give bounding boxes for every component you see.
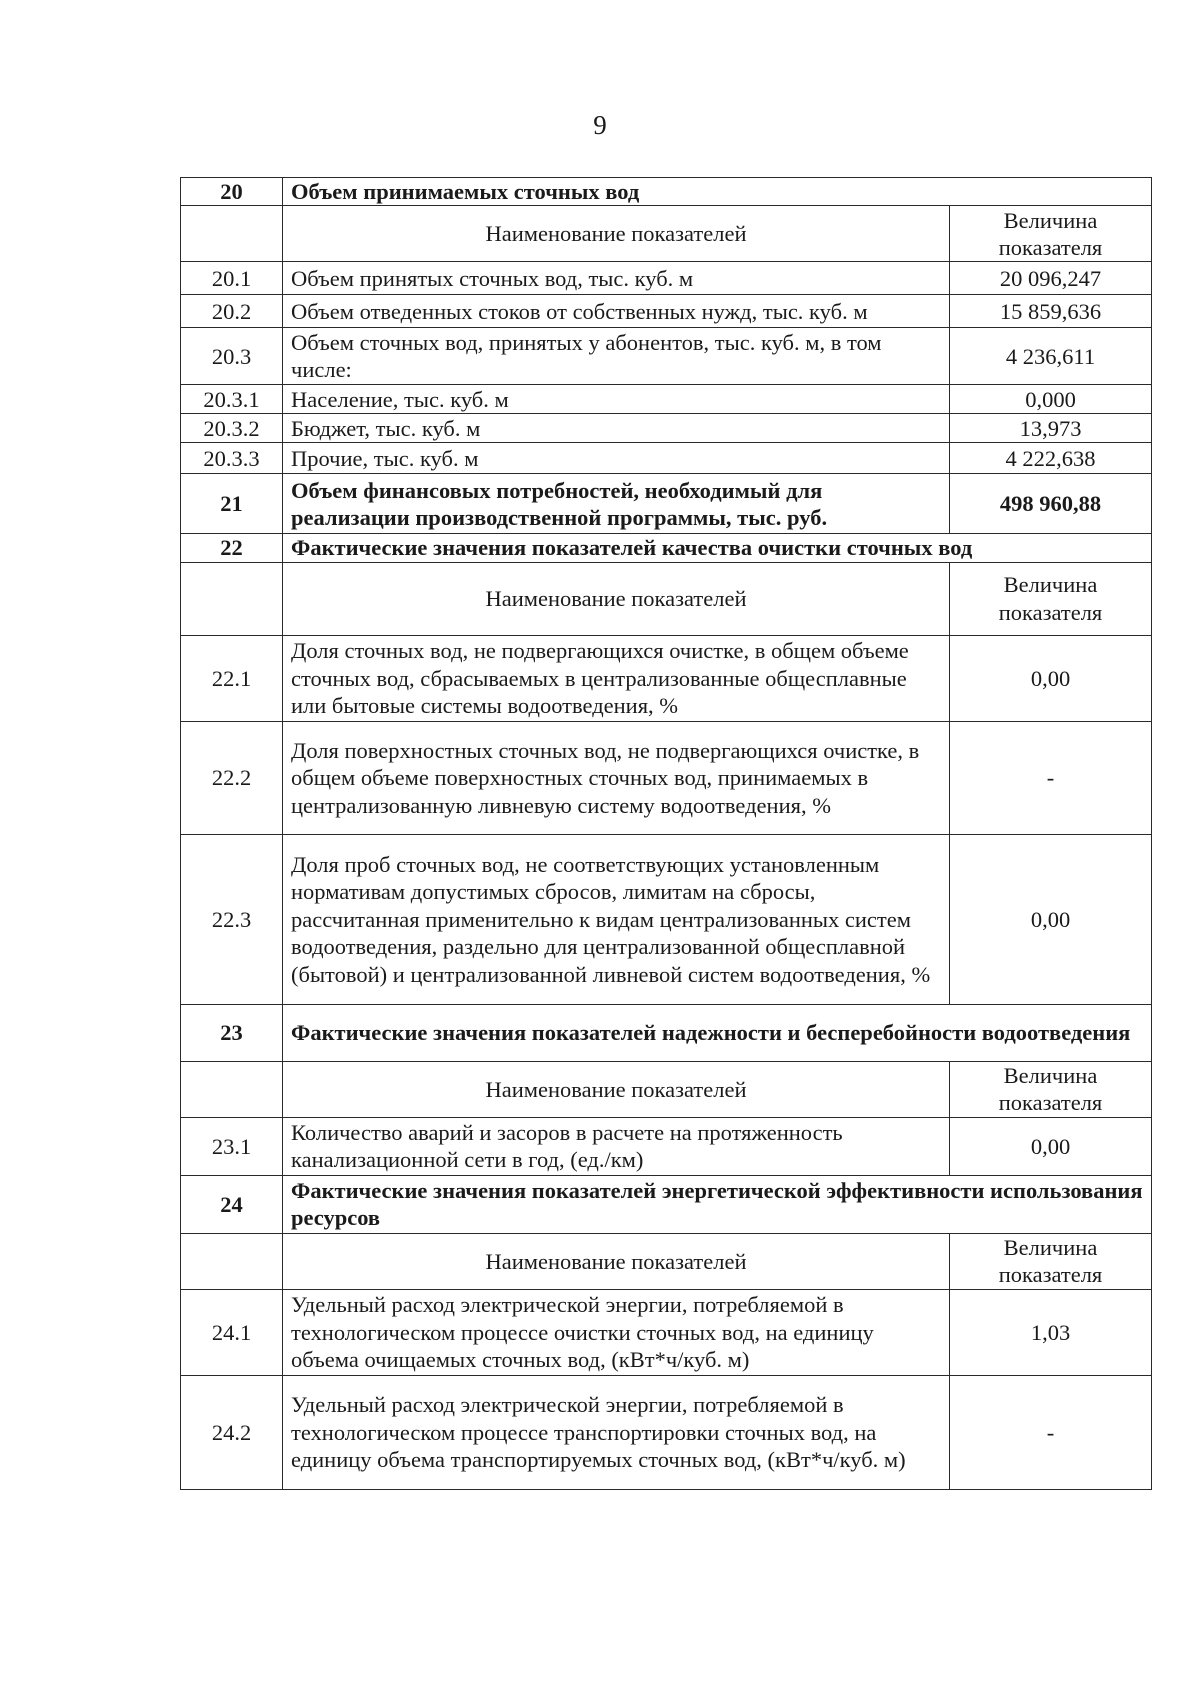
row-name: Объем принятых сточных вод, тыс. куб. м xyxy=(283,262,950,295)
column-header-name: Наименование показателей xyxy=(283,1233,950,1289)
row-value: 4 236,611 xyxy=(950,328,1152,385)
row-value: 4 222,638 xyxy=(950,443,1152,474)
row-number: 24.1 xyxy=(181,1289,283,1375)
section-header-row xyxy=(181,534,1152,562)
section-number: 24 xyxy=(181,1175,283,1233)
row-number: 22.1 xyxy=(181,635,283,721)
table-row xyxy=(181,635,1152,721)
section-header-row xyxy=(181,474,1152,534)
section-header-row xyxy=(181,178,1152,206)
table-row xyxy=(181,262,1152,295)
row-number: 20.3 xyxy=(181,328,283,385)
column-header-value: Величина показателя xyxy=(950,1233,1152,1289)
empty-cell xyxy=(181,1233,283,1289)
column-header-name: Наименование показателей xyxy=(283,562,950,635)
row-value: 13,973 xyxy=(950,414,1152,443)
row-name: Прочие, тыс. куб. м xyxy=(283,443,950,474)
row-value: 20 096,247 xyxy=(950,262,1152,295)
row-number: 20.3.3 xyxy=(181,443,283,474)
indicators-table xyxy=(180,177,1152,1490)
row-name: Удельный расход электрической энергии, потребляемой в технологическом процессе транспортировки сточных вод, на единицу объема транспортируемых сточных вод, (кВт*ч/куб. м) xyxy=(283,1375,950,1489)
row-name: Доля поверхностных сточных вод, не подвергающихся очистке, в общем объеме поверхностных сточных вод, принимаемых в централизованную ливневую систему водоотведения, % xyxy=(283,721,950,834)
table-row xyxy=(181,443,1152,474)
row-name: Количество аварий и засоров в расчете на протяженность канализационной сети в год, (ед./км) xyxy=(283,1117,950,1175)
row-number: 20.2 xyxy=(181,295,283,328)
table-row xyxy=(181,385,1152,414)
section-number: 21 xyxy=(181,474,283,534)
row-value: 0,000 xyxy=(950,385,1152,414)
section-value: 498 960,88 xyxy=(950,474,1152,534)
section-title: Фактические значения показателей качества очистки сточных вод xyxy=(283,534,1152,562)
column-header-value: Величина показателя xyxy=(950,1061,1152,1117)
table-row xyxy=(181,295,1152,328)
row-name: Удельный расход электрической энергии, потребляемой в технологическом процессе очистки сточных вод, на единицу объема очищаемых сточных вод, (кВт*ч/куб. м) xyxy=(283,1289,950,1375)
column-header-value: Величина показателя xyxy=(950,562,1152,635)
table-row xyxy=(181,1289,1152,1375)
row-value: 0,00 xyxy=(950,635,1152,721)
row-name: Бюджет, тыс. куб. м xyxy=(283,414,950,443)
row-number: 22.2 xyxy=(181,721,283,834)
row-number: 24.2 xyxy=(181,1375,283,1489)
table-row xyxy=(181,414,1152,443)
row-name: Доля сточных вод, не подвергающихся очистке, в общем объеме сточных вод, сбрасываемых в централизованные общесплавные или бытовые системы водоотведения, % xyxy=(283,635,950,721)
row-number: 20.1 xyxy=(181,262,283,295)
row-value: - xyxy=(950,1375,1152,1489)
row-name: Население, тыс. куб. м xyxy=(283,385,950,414)
section-number: 23 xyxy=(181,1004,283,1061)
section-number: 20 xyxy=(181,178,283,206)
section-title: Фактические значения показателей энергетической эффективности использования ресурсов xyxy=(283,1175,1152,1233)
row-value: - xyxy=(950,721,1152,834)
table-row xyxy=(181,1117,1152,1175)
row-number: 20.3.1 xyxy=(181,385,283,414)
table-row xyxy=(181,834,1152,1004)
section-header-row xyxy=(181,1004,1152,1061)
row-name: Доля проб сточных вод, не соответствующих установленным нормативам допустимых сбросов, лимитам на сбросы, рассчитанная применительно к видам централизованных систем водоотведения, раздельно для централизованной общесплавной (бытовой) и централизованной ливневой систем водоотведения, % xyxy=(283,834,950,1004)
row-value: 0,00 xyxy=(950,834,1152,1004)
table-row xyxy=(181,721,1152,834)
column-header-row xyxy=(181,1061,1152,1117)
empty-cell xyxy=(181,1061,283,1117)
row-name: Объем сточных вод, принятых у абонентов, тыс. куб. м, в том числе: xyxy=(283,328,950,385)
column-header-name: Наименование показателей xyxy=(283,206,950,262)
section-header-row xyxy=(181,1175,1152,1233)
row-number: 20.3.2 xyxy=(181,414,283,443)
empty-cell xyxy=(181,206,283,262)
row-name: Объем отведенных стоков от собственных нужд, тыс. куб. м xyxy=(283,295,950,328)
column-header-row xyxy=(181,206,1152,262)
section-title: Объем принимаемых сточных вод xyxy=(283,178,1152,206)
column-header-row xyxy=(181,1233,1152,1289)
section-number: 22 xyxy=(181,534,283,562)
table-row xyxy=(181,328,1152,385)
row-value: 15 859,636 xyxy=(950,295,1152,328)
section-title: Фактические значения показателей надежности и бесперебойности водоотведения xyxy=(283,1004,1152,1061)
row-number: 23.1 xyxy=(181,1117,283,1175)
table-row xyxy=(181,1375,1152,1489)
empty-cell xyxy=(181,562,283,635)
row-value: 1,03 xyxy=(950,1289,1152,1375)
column-header-row xyxy=(181,562,1152,635)
page-number: 9 xyxy=(593,110,607,140)
row-value: 0,00 xyxy=(950,1117,1152,1175)
row-number: 22.3 xyxy=(181,834,283,1004)
column-header-value: Величина показателя xyxy=(950,206,1152,262)
column-header-name: Наименование показателей xyxy=(283,1061,950,1117)
section-title: Объем финансовых потребностей, необходимый для реализации производственной программы, тыс. руб. xyxy=(283,474,950,534)
